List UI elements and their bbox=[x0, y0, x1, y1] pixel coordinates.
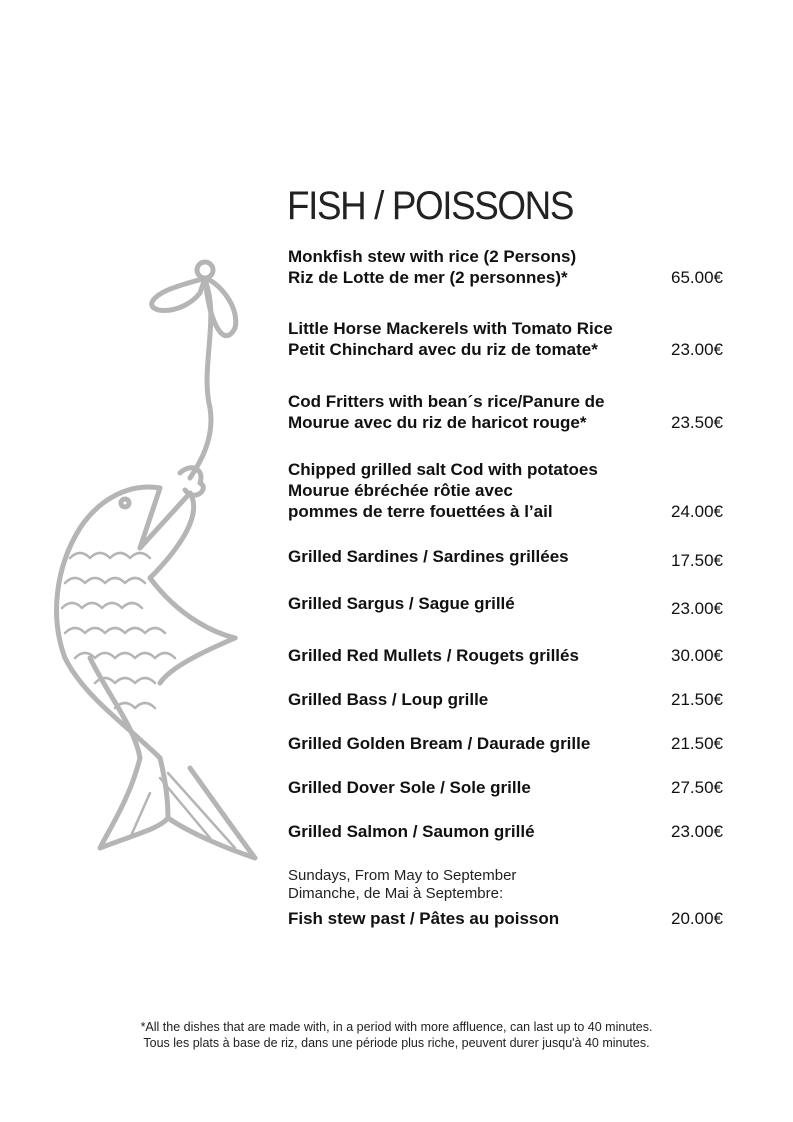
menu-item bbox=[288, 821, 723, 842]
menu-item bbox=[288, 246, 723, 288]
footnote bbox=[0, 1019, 793, 1051]
dish-price: 23.00€ bbox=[671, 822, 723, 841]
hanging-fish-icon bbox=[40, 258, 270, 868]
menu-item bbox=[288, 593, 723, 618]
menu-item bbox=[288, 459, 723, 522]
menu-item bbox=[288, 318, 723, 360]
dish-name: Grilled Bass / Loup grille bbox=[288, 690, 489, 709]
dish-price: 20.00€ bbox=[671, 909, 723, 928]
dish-name: Grilled Salmon / Saumon grillé bbox=[288, 822, 535, 841]
dish-name: Fish stew past / Pâtes au poisson bbox=[288, 909, 560, 928]
dish-name: Grilled Golden Bream / Daurade grille bbox=[288, 734, 591, 753]
menu-item bbox=[288, 777, 723, 798]
dish-name: Grilled Sardines / Sardines grillées bbox=[288, 547, 569, 566]
dish-name: Little Horse Mackerels with Tomato Rice Petit Chinchard avec du riz de tomate* bbox=[288, 319, 613, 359]
dish-name: Chipped grilled salt Cod with potatoes Mourue ébréchée rôtie avec pommes de terre fouettées à l’ail bbox=[288, 460, 598, 521]
dish-name: Monkfish stew with rice (2 Persons) Riz de Lotte de mer (2 personnes)* bbox=[288, 247, 577, 287]
menu-title: FISH / POISSONS bbox=[287, 184, 574, 228]
dish-price: 27.50€ bbox=[671, 778, 723, 797]
menu-item bbox=[288, 733, 723, 754]
menu-item-sunday bbox=[288, 908, 723, 929]
menu-item bbox=[288, 645, 723, 666]
dish-name: Grilled Sargus / Sague grillé bbox=[288, 594, 515, 613]
dish-price: 21.50€ bbox=[671, 690, 723, 709]
dish-price: 65.00€ bbox=[671, 268, 723, 287]
dish-name: Grilled Red Mullets / Rougets grillés bbox=[288, 646, 579, 665]
dish-price: 23.50€ bbox=[671, 413, 723, 432]
dish-price: 30.00€ bbox=[671, 646, 723, 665]
menu-item bbox=[288, 689, 723, 710]
dish-price: 23.00€ bbox=[671, 340, 723, 359]
footnote-english: *All the dishes that are made with, in a period with more affluence, can last up to 40 minutes. bbox=[140, 1020, 653, 1034]
dish-name: Grilled Dover Sole / Sole grille bbox=[288, 778, 531, 797]
menu-item bbox=[288, 546, 723, 570]
footnote-french: Tous les plats à base de riz, dans une période plus riche, peuvent durer jusqu'à 40 minutes. bbox=[143, 1036, 650, 1050]
dish-price: 17.50€ bbox=[671, 551, 723, 570]
dish-price: 24.00€ bbox=[671, 502, 723, 521]
menu-item bbox=[288, 391, 723, 433]
dish-price: 23.00€ bbox=[671, 599, 723, 618]
sunday-note: Sundays, From May to September Dimanche, de Mai à Septembre: bbox=[288, 867, 517, 902]
dish-name: Cod Fritters with bean´s rice/Panure de Mourue avec du riz de haricot rouge* bbox=[288, 392, 605, 432]
dish-price: 21.50€ bbox=[671, 734, 723, 753]
